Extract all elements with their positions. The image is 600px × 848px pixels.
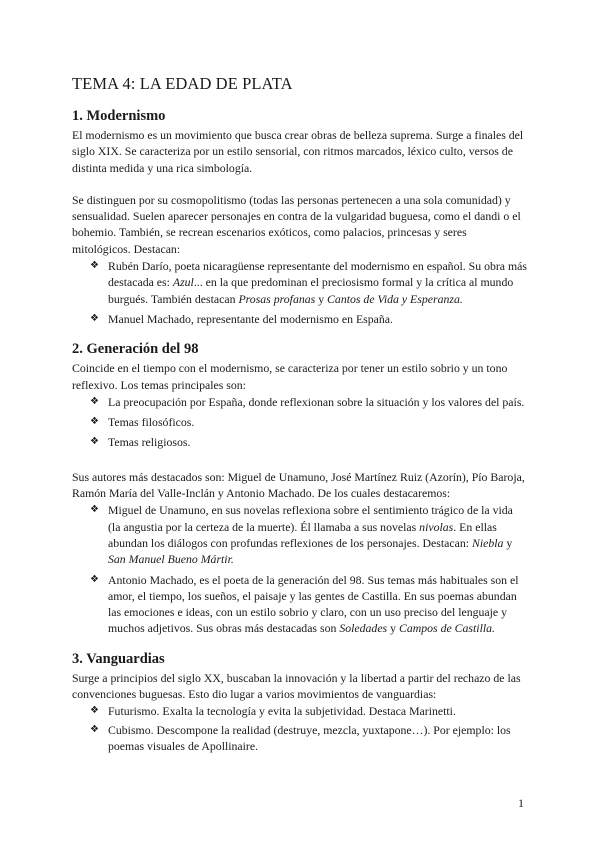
list-item — [72, 258, 528, 307]
diamond-bullet-icon: ❖ — [90, 705, 99, 717]
diamond-bullet-icon: ❖ — [90, 573, 99, 585]
diamond-bullet-icon: ❖ — [90, 312, 99, 324]
bullet-list — [72, 258, 528, 327]
work-title: Niebla — [471, 535, 504, 550]
diamond-bullet-icon: ❖ — [90, 395, 99, 407]
section-heading: 2. Generación del 98 — [72, 341, 199, 358]
work-title: Campos de Castilla. — [398, 621, 495, 636]
text: Temas filosóficos. — [108, 415, 195, 430]
bullet-list — [72, 394, 528, 451]
list-item — [72, 572, 528, 637]
section-vanguardias — [72, 651, 528, 754]
text: Temas religiosos. — [108, 435, 191, 450]
paragraph: Coincide en el tiempo con el modernismo, se caracteriza por tener un estilo sobrio y un tono reflexivo. Los temas principales son: — [72, 361, 508, 392]
list-item — [72, 311, 528, 327]
list-item — [72, 434, 528, 450]
paragraph: Surge a principios del siglo XX, buscaban la innovación y la libertad a partir del rechazo de las convenciones buguesas. Esto dio lugar a varios movimientos de vanguardias: — [72, 670, 521, 702]
list-item — [72, 414, 528, 430]
bullet-list — [72, 502, 528, 636]
list-item — [72, 502, 528, 567]
list-item — [72, 703, 528, 719]
bullet-list — [72, 703, 528, 754]
list-item — [72, 394, 528, 410]
section-heading: 1. Modernismo — [72, 108, 166, 124]
paragraph: Se distinguen por su cosmopolitismo (todas las personas pertenecen a una sola comunidad) y sensualidad. Suelen aparecer personajes en contra de la vulgaridad buguesa, como el dandi o el bohemio. También, se recrean escenarios exóticos, como palacios, princesas y seres mitológicos. Destacan: — [72, 192, 521, 256]
work-title: Azul — [172, 275, 194, 290]
section-generacion-98 — [72, 341, 528, 636]
text: ... en la que predominan el preciosismo formal y la crítica al mundo burgués. También destacan — [108, 275, 514, 306]
work-title: Prosas profanas — [238, 291, 316, 306]
paragraph: Sus autores más destacados son: Miguel de Unamuno, José Martínez Ruiz (Azorín), Pío Baroja, Ramón María del Valle-Inclán y Antonio Machado. De los cuales destacaremos: — [72, 469, 525, 501]
text: Futurismo. Exalta la tecnología y evita la subjetividad. Destaca Marinetti. — [108, 704, 456, 719]
text: Antonio Machado, es el poeta de la generación del 98. Sus temas más habituales son el amor, el tiempo, los sueños, el paisaje y las gentes de Castilla. En sus poemas abundan las emociones e ideas, con un estilo sobrio y claro, con un uso preciso del lenguaje y muchos adjetivos. Sus obras más destacadas son — [108, 572, 519, 636]
paragraph: El modernismo es un movimiento que busca crear obras de belleza suprema. Surge a finales del siglo XIX. Se caracteriza por un estilo sensorial, con ritmos marcados, léxico culto, versos de distinta medida y una rica simbología. — [72, 128, 524, 175]
text: La preocupación por España, donde reflexionan sobre la situación y los valores del país. — [108, 394, 525, 409]
document-title: TEMA 4: LA EDAD DE PLATA — [72, 74, 293, 93]
diamond-bullet-icon: ❖ — [90, 436, 99, 448]
work-title: Cantos de Vida y Esperanza. — [327, 291, 463, 306]
text: y — [387, 621, 399, 636]
text: Cubismo. Descompone la realidad (destruye, mezcla, yuxtapone…). Por ejemplo: los poemas visuales de Apollinaire. — [108, 722, 511, 753]
text: . En ellas abundan los diálogos con profundas reflexiones de los personajes. Destacan: — [108, 519, 497, 550]
text: y — [503, 535, 513, 550]
diamond-bullet-icon: ❖ — [90, 504, 99, 516]
document-page — [72, 66, 528, 768]
list-item — [72, 722, 528, 755]
work-title: Soledades — [339, 621, 388, 636]
term: nivolas — [419, 519, 454, 534]
text: Rubén Darío, poeta nicaragüense representante del modernismo en español. Su obra más destacada es: — [108, 259, 527, 290]
work-title: San Manuel Bueno Mártir. — [108, 552, 234, 567]
section-modernismo — [72, 108, 528, 327]
diamond-bullet-icon: ❖ — [90, 416, 99, 428]
section-heading: 3. Vanguardias — [72, 650, 165, 667]
diamond-bullet-icon: ❖ — [90, 260, 99, 272]
text: Manuel Machado, representante del modernismo en España. — [108, 311, 393, 326]
text: Miguel de Unamuno, en sus novelas reflexiona sobre el sentimiento trágico de la vida (la angustia por la certeza de la muerte). Él llamaba a sus novelas — [108, 503, 513, 534]
page-number: 1 — [518, 796, 524, 810]
text: y — [315, 291, 328, 306]
diamond-bullet-icon: ❖ — [90, 723, 99, 735]
